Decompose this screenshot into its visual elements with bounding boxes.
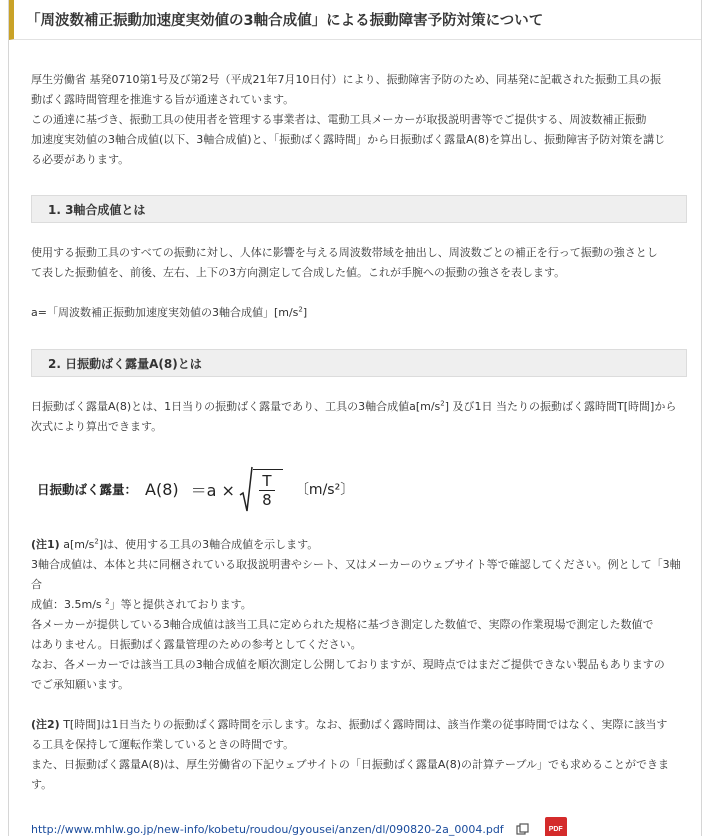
axis-formula-sup: 2 [298, 305, 303, 314]
axis-formula-end: ] [302, 306, 308, 319]
section2-line [31, 397, 687, 417]
intro-line: 動ばく露時間管理を推進する旨が通達されています。 [31, 93, 295, 106]
section2-body [31, 397, 687, 437]
exposure-formula [37, 463, 687, 515]
note2 [31, 715, 687, 795]
section2-text: 日振動ばく露量A(8)とは、1日当りの振動ばく露量であり、工具の3軸合成値a[m/s [31, 400, 441, 413]
section2-sup: 2 [440, 399, 445, 408]
note1 [31, 535, 687, 695]
article-content [9, 40, 701, 836]
note2-line [31, 715, 687, 735]
note1-line: 3軸合成値は、本体と共に同梱されている取扱説明書やシート、又はメーカーのウェブサイト等で確認してください。例として「3軸合 [31, 558, 681, 591]
note1-heading: (注1) [31, 538, 60, 551]
note1-line: 各メーカーが提供している3軸合成値は該当工具に定められた規格に基づき測定した数値で、実際の作業現場で測定した数値で [31, 618, 654, 631]
formula-lhs: A(8) [145, 479, 179, 499]
sqrt-icon [239, 465, 253, 513]
intro-line: る必要があります。 [31, 153, 130, 166]
note2-line: また、日振動ばく露量A(8)は、厚生労働省の下記ウェブサイトの「日振動ばく露量A(8)の計算テーブル」でも求めることができま [31, 758, 670, 771]
note1-sup: 2 [105, 597, 110, 606]
note1-line [31, 595, 687, 615]
note1-sup: 2 [94, 537, 99, 546]
section-heading-3axis: 1. 3軸合成値とは [31, 195, 687, 223]
formula-label: 日振動ばく露量： [37, 482, 138, 497]
section1-line: て表した振動値を、前後、左右、上下の3方向測定して合成した値。これが手腕への振動の強さを表します。 [31, 266, 566, 279]
note1-line: はありません。日振動ばく露量管理のための参考としてください。 [31, 638, 362, 651]
section1-body [31, 243, 687, 323]
formula-fraction [259, 472, 275, 509]
note1-line [31, 535, 687, 555]
title-bar [9, 0, 701, 40]
note2-line: す。 [31, 778, 53, 791]
mhlw-pdf-link[interactable]: http://www.mhlw.go.jp/new-info/kobetu/roudou/gyousei/anzen/dl/090820-2a_0004.pdf [31, 822, 504, 836]
intro-paragraph [31, 70, 687, 170]
section-heading-daily-exposure: 2. 日振動ばく露量A(8)とは [31, 349, 687, 377]
sqrt-symbol [239, 465, 283, 513]
section2-line: 次式により算出できます。 [31, 420, 163, 433]
section2-text: ] 及び1日 当たりの振動ばく露時間T[時間]から [444, 400, 677, 413]
section1-line: 使用する振動工具のすべての振動に対し、人体に影響を与える周波数帯域を抽出し、周波数ごとの補正を行って振動の強さとし [31, 246, 658, 259]
page-title: 「周波数補正振動加速度実効値の3軸合成値」による振動障害予防対策について [26, 13, 544, 29]
note1-line: でご承知願います。 [31, 678, 130, 691]
note2-text: T[時間]は1日当たりの振動ばく露時間を示します。なお、振動ばく露時間は、該当作業の従事時間ではなく、実際に該当す [59, 718, 668, 731]
note1-text: ]は、使用する工具の3軸合成値を示します。 [98, 538, 319, 551]
note2-heading: (注2) [31, 718, 60, 731]
note1-text: 成値：3.5m/s [31, 598, 106, 611]
axis-formula [31, 303, 687, 323]
note1-text: a[m/s [59, 538, 95, 551]
intro-line: この通達に基づき、振動工具の使用者を管理する事業者は、電動工具メーカーが取扱説明書等でご提供する、周波数補正振動 [31, 113, 647, 126]
fraction-denominator: 8 [262, 491, 272, 509]
formula-equals: ＝a × [190, 480, 235, 500]
note2-line: る工具を保持して運転作業しているときの時間です。 [31, 738, 295, 751]
intro-line: 厚生労働省 基発0710第1号及び第2号（平成21年7月10日付）により、振動障害予防のため、同基発に記載された振動工具の振 [31, 73, 662, 86]
pdf-icon[interactable]: PDF [545, 817, 567, 836]
external-link-icon[interactable] [516, 823, 529, 836]
pdf-link-row [31, 817, 687, 836]
article-frame [8, 0, 702, 836]
intro-line: 加速度実効値の3軸合成値(以下、3軸合成値)と、「振動ばく露時間」から日振動ばく露量A(8)を算出し、振動障害予防対策を講じ [31, 133, 666, 146]
note1-line: なお、各メーカーでは該当工具の3軸合成値を順次測定し公開しておりますが、現時点ではまだご提供できない製品もありますの [31, 658, 665, 671]
formula-unit: 〔m/s²〕 [294, 482, 355, 498]
axis-formula-text: a=「周波数補正振動加速度実効値の3軸合成値」[m/s [31, 306, 299, 319]
note1-text: 」等と提供されております。 [109, 598, 252, 611]
fraction-numerator: T [262, 472, 272, 490]
